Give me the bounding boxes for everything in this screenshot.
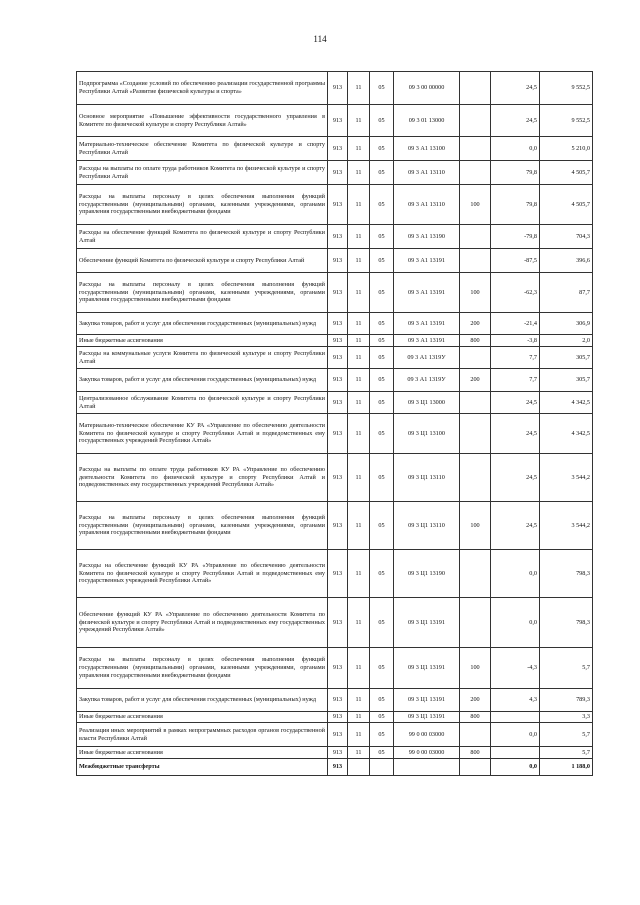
row-total-cell: 87,7	[540, 273, 593, 313]
row-subsection-cell: 05	[370, 225, 394, 249]
table-row	[77, 105, 593, 137]
row-target-article-cell: 09 3 Ц1 13191	[394, 598, 460, 648]
row-name-cell: Иные бюджетные ассигнования	[77, 747, 328, 759]
row-subsection-cell: 05	[370, 414, 394, 454]
row-subsection-cell: 05	[370, 648, 394, 689]
row-name-cell: Подпрограмма «Создание условий по обеспечению реализации государственной программы Республики Алтай «Развитие физической культуры и спорта»	[77, 72, 328, 105]
row-total-cell: 9 552,5	[540, 105, 593, 137]
row-total-cell: 396,6	[540, 249, 593, 273]
row-target-article-cell: 09 3 А1 13191	[394, 313, 460, 335]
row-change-cell: -4,3	[491, 648, 540, 689]
row-total-cell: 1 188,0	[540, 759, 593, 776]
row-expense-type-cell: 800	[460, 335, 491, 347]
row-total-cell: 5,7	[540, 723, 593, 747]
table-row	[77, 137, 593, 161]
row-subsection-cell: 05	[370, 313, 394, 335]
row-total-cell: 789,3	[540, 689, 593, 712]
row-target-article-cell: 09 3 00 00000	[394, 72, 460, 105]
row-total-cell: 2,0	[540, 335, 593, 347]
row-subsection-cell: 05	[370, 550, 394, 598]
row-expense-type-cell	[460, 550, 491, 598]
row-change-cell: -3,8	[491, 335, 540, 347]
row-subsection-cell	[370, 759, 394, 776]
row-total-cell: 3,3	[540, 712, 593, 723]
row-expense-type-cell	[460, 454, 491, 502]
row-name-cell: Обеспечение функций КУ РА «Управление по обеспечению деятельности Комитета по физической культуре и спорту Республики Алтай и подведомственных ему государственных учреждений Республики Алтай»	[77, 598, 328, 648]
row-target-article-cell: 09 3 А1 13191	[394, 335, 460, 347]
row-total-cell: 305,7	[540, 369, 593, 392]
row-expense-type-cell	[460, 249, 491, 273]
row-grbs-cell: 913	[328, 249, 348, 273]
row-change-cell: -79,8	[491, 225, 540, 249]
row-section-cell: 11	[348, 249, 370, 273]
page-number: 114	[313, 34, 327, 44]
row-expense-type-cell: 100	[460, 185, 491, 225]
row-target-article-cell: 09 3 А1 13191	[394, 273, 460, 313]
row-name-cell: Расходы на обеспечение функций Комитета по физической культуре и спорту Республики Алтай	[77, 225, 328, 249]
row-grbs-cell: 913	[328, 105, 348, 137]
row-expense-type-cell: 200	[460, 369, 491, 392]
row-expense-type-cell	[460, 723, 491, 747]
row-total-cell: 5,7	[540, 747, 593, 759]
row-target-article-cell: 09 3 А1 13190	[394, 225, 460, 249]
table-row	[77, 648, 593, 689]
row-target-article-cell: 09 3 А1 13100	[394, 137, 460, 161]
row-name-cell: Расходы на выплаты персоналу в целях обеспечения выполнения функций государственными (муниципальными) органами, казенными учреждениями, органами управления государственными внебюджетными фондами	[77, 648, 328, 689]
row-name-cell: Межбюджетные трансферты	[77, 759, 328, 776]
row-change-cell: 24,5	[491, 502, 540, 550]
row-expense-type-cell	[460, 414, 491, 454]
row-name-cell: Реализация иных мероприятий в рамках непрограммных расходов органов государственной власти Республики Алтай	[77, 723, 328, 747]
row-grbs-cell: 913	[328, 723, 348, 747]
row-change-cell: 0,0	[491, 723, 540, 747]
table-row	[77, 414, 593, 454]
row-target-article-cell: 09 3 Ц1 13110	[394, 502, 460, 550]
row-name-cell: Расходы на коммунальные услуги Комитета по физической культуре и спорту Республики Алтай	[77, 347, 328, 369]
row-total-cell: 798,3	[540, 598, 593, 648]
row-expense-type-cell: 800	[460, 712, 491, 723]
row-section-cell: 11	[348, 72, 370, 105]
table-row	[77, 689, 593, 712]
table-row	[77, 502, 593, 550]
row-grbs-cell: 913	[328, 648, 348, 689]
row-total-cell: 704,3	[540, 225, 593, 249]
row-subsection-cell: 05	[370, 689, 394, 712]
row-change-cell: 24,5	[491, 414, 540, 454]
row-grbs-cell: 913	[328, 598, 348, 648]
row-subsection-cell: 05	[370, 712, 394, 723]
row-expense-type-cell	[460, 137, 491, 161]
row-total-cell: 4 342,5	[540, 392, 593, 414]
row-change-cell: 24,5	[491, 105, 540, 137]
row-section-cell: 11	[348, 225, 370, 249]
row-expense-type-cell: 800	[460, 747, 491, 759]
row-total-cell: 5 210,0	[540, 137, 593, 161]
row-expense-type-cell: 200	[460, 313, 491, 335]
row-subsection-cell: 05	[370, 273, 394, 313]
row-target-article-cell: 09 3 А1 1319У	[394, 369, 460, 392]
row-expense-type-cell	[460, 347, 491, 369]
table-row	[77, 185, 593, 225]
row-section-cell: 11	[348, 137, 370, 161]
row-grbs-cell: 913	[328, 185, 348, 225]
row-subsection-cell: 05	[370, 161, 394, 185]
row-subsection-cell: 05	[370, 105, 394, 137]
row-grbs-cell: 913	[328, 502, 348, 550]
row-target-article-cell	[394, 759, 460, 776]
row-change-cell: 24,5	[491, 72, 540, 105]
row-total-cell: 4 505,7	[540, 185, 593, 225]
table-row	[77, 72, 593, 105]
row-section-cell: 11	[348, 392, 370, 414]
row-name-cell: Закупка товаров, работ и услуг для обеспечения государственных (муниципальных) нужд	[77, 689, 328, 712]
row-grbs-cell: 913	[328, 225, 348, 249]
row-grbs-cell: 913	[328, 72, 348, 105]
row-subsection-cell: 05	[370, 723, 394, 747]
row-grbs-cell: 913	[328, 347, 348, 369]
budget-table-body	[77, 72, 593, 776]
row-target-article-cell: 09 3 А1 13191	[394, 249, 460, 273]
table-row	[77, 747, 593, 759]
row-grbs-cell: 913	[328, 161, 348, 185]
row-grbs-cell: 913	[328, 747, 348, 759]
table-row	[77, 369, 593, 392]
row-section-cell: 11	[348, 712, 370, 723]
row-grbs-cell: 913	[328, 392, 348, 414]
row-expense-type-cell	[460, 225, 491, 249]
row-total-cell: 5,7	[540, 648, 593, 689]
table-row	[77, 313, 593, 335]
row-section-cell: 11	[348, 414, 370, 454]
row-total-cell: 306,9	[540, 313, 593, 335]
row-grbs-cell: 913	[328, 137, 348, 161]
row-grbs-cell: 913	[328, 273, 348, 313]
row-name-cell: Обеспечение функций Комитета по физической культуре и спорту Республики Алтай	[77, 249, 328, 273]
row-section-cell: 11	[348, 454, 370, 502]
row-grbs-cell: 913	[328, 414, 348, 454]
row-change-cell: 0,0	[491, 137, 540, 161]
row-expense-type-cell: 100	[460, 502, 491, 550]
row-grbs-cell: 913	[328, 689, 348, 712]
row-subsection-cell: 05	[370, 369, 394, 392]
row-expense-type-cell: 200	[460, 689, 491, 712]
row-expense-type-cell: 100	[460, 648, 491, 689]
row-section-cell: 11	[348, 369, 370, 392]
row-expense-type-cell	[460, 72, 491, 105]
table-row	[77, 598, 593, 648]
row-expense-type-cell: 100	[460, 273, 491, 313]
row-target-article-cell: 09 3 А1 13110	[394, 161, 460, 185]
row-change-cell: 0,0	[491, 759, 540, 776]
row-name-cell: Материально-техническое обеспечение Комитета по физической культуре и спорту Республики Алтай	[77, 137, 328, 161]
table-row	[77, 249, 593, 273]
row-expense-type-cell	[460, 105, 491, 137]
row-grbs-cell: 913	[328, 454, 348, 502]
row-grbs-cell: 913	[328, 759, 348, 776]
row-subsection-cell: 05	[370, 249, 394, 273]
row-name-cell: Иные бюджетные ассигнования	[77, 335, 328, 347]
row-change-cell	[491, 747, 540, 759]
row-name-cell: Расходы на обеспечение функций КУ РА «Управление по обеспечению деятельности Комитета по физической культуре и спорту Республики Алтай и подведомственных ему государственных учреждений Республики Алтай»	[77, 550, 328, 598]
row-subsection-cell: 05	[370, 185, 394, 225]
row-section-cell: 11	[348, 550, 370, 598]
table-row	[77, 225, 593, 249]
table-row	[77, 712, 593, 723]
row-total-cell: 798,3	[540, 550, 593, 598]
row-change-cell: -87,5	[491, 249, 540, 273]
row-subsection-cell: 05	[370, 72, 394, 105]
row-section-cell: 11	[348, 313, 370, 335]
row-name-cell: Расходы на выплаты персоналу в целях обеспечения выполнения функций государственными (муниципальными) органами, казенными учреждениями, органами управления государственными внебюджетными фондами	[77, 273, 328, 313]
row-name-cell: Закупка товаров, работ и услуг для обеспечения государственных (муниципальных) нужд	[77, 313, 328, 335]
row-change-cell: -62,3	[491, 273, 540, 313]
row-expense-type-cell	[460, 759, 491, 776]
row-subsection-cell: 05	[370, 335, 394, 347]
table-row	[77, 335, 593, 347]
row-total-cell: 3 544,2	[540, 502, 593, 550]
row-change-cell: 79,8	[491, 161, 540, 185]
table-row	[77, 454, 593, 502]
row-total-cell: 305,7	[540, 347, 593, 369]
row-grbs-cell: 913	[328, 550, 348, 598]
row-change-cell: 7,7	[491, 369, 540, 392]
row-expense-type-cell	[460, 598, 491, 648]
row-name-cell: Основное мероприятие «Повышение эффективности государственного управления в Комитете по физической культуре и спорту Республики Алтай»	[77, 105, 328, 137]
row-target-article-cell: 99 0 00 03000	[394, 723, 460, 747]
row-section-cell: 11	[348, 648, 370, 689]
row-change-cell: 4,3	[491, 689, 540, 712]
row-section-cell: 11	[348, 502, 370, 550]
table-row	[77, 273, 593, 313]
row-target-article-cell: 99 0 00 03000	[394, 747, 460, 759]
row-total-cell: 3 544,2	[540, 454, 593, 502]
row-target-article-cell: 09 3 01 13000	[394, 105, 460, 137]
row-target-article-cell: 09 3 Ц1 13191	[394, 648, 460, 689]
row-grbs-cell: 913	[328, 313, 348, 335]
row-section-cell: 11	[348, 105, 370, 137]
row-target-article-cell: 09 3 Ц1 13191	[394, 712, 460, 723]
row-section-cell: 11	[348, 723, 370, 747]
row-subsection-cell: 05	[370, 502, 394, 550]
row-total-cell: 9 552,5	[540, 72, 593, 105]
row-section-cell: 11	[348, 347, 370, 369]
table-row	[77, 161, 593, 185]
row-section-cell	[348, 759, 370, 776]
row-target-article-cell: 09 3 Ц1 13100	[394, 414, 460, 454]
row-change-cell: 24,5	[491, 392, 540, 414]
table-row	[77, 392, 593, 414]
row-subsection-cell: 05	[370, 137, 394, 161]
row-section-cell: 11	[348, 689, 370, 712]
row-total-cell: 4 505,7	[540, 161, 593, 185]
row-change-cell	[491, 712, 540, 723]
row-name-cell: Материально-техническое обеспечение КУ РА «Управление по обеспечению деятельности Комитета по физической культуре и спорту Республики Алтай и подведомственных ему государственных учреждений Республики Алтай»	[77, 414, 328, 454]
row-expense-type-cell	[460, 392, 491, 414]
row-change-cell: 0,0	[491, 550, 540, 598]
row-name-cell: Централизованное обслуживание Комитета по физической культуре и спорту Республики Алтай	[77, 392, 328, 414]
row-target-article-cell: 09 3 А1 1319У	[394, 347, 460, 369]
row-change-cell: 7,7	[491, 347, 540, 369]
row-change-cell: 79,8	[491, 185, 540, 225]
row-section-cell: 11	[348, 161, 370, 185]
row-change-cell: 0,0	[491, 598, 540, 648]
row-name-cell: Расходы на выплаты персоналу в целях обеспечения выполнения функций государственными (муниципальными) органами, казенными учреждениями, органами управления государственными внебюджетными фондами	[77, 185, 328, 225]
budget-table	[76, 71, 593, 776]
row-change-cell: 24,5	[491, 454, 540, 502]
row-total-cell: 4 342,5	[540, 414, 593, 454]
row-name-cell: Расходы на выплаты персоналу в целях обеспечения выполнения функций государственными (муниципальными) органами, казенными учреждениями, органами управления государственными внебюджетными фондами	[77, 502, 328, 550]
table-row	[77, 759, 593, 776]
row-target-article-cell: 09 3 Ц1 13190	[394, 550, 460, 598]
row-section-cell: 11	[348, 335, 370, 347]
row-name-cell: Расходы на выплаты по оплате труда работников Комитета по физической культуре и спорту Республики Алтай	[77, 161, 328, 185]
row-target-article-cell: 09 3 Ц1 13110	[394, 454, 460, 502]
row-subsection-cell: 05	[370, 454, 394, 502]
row-expense-type-cell	[460, 161, 491, 185]
row-section-cell: 11	[348, 598, 370, 648]
row-target-article-cell: 09 3 А1 13110	[394, 185, 460, 225]
row-grbs-cell: 913	[328, 335, 348, 347]
table-row	[77, 723, 593, 747]
table-row	[77, 550, 593, 598]
row-grbs-cell: 913	[328, 712, 348, 723]
row-subsection-cell: 05	[370, 598, 394, 648]
table-row	[77, 347, 593, 369]
row-target-article-cell: 09 3 Ц1 13191	[394, 689, 460, 712]
row-subsection-cell: 05	[370, 392, 394, 414]
row-target-article-cell: 09 3 Ц1 13000	[394, 392, 460, 414]
row-section-cell: 11	[348, 747, 370, 759]
row-name-cell: Расходы на выплаты по оплате труда работников КУ РА «Управление по обеспечению деятельности Комитета по физической культуре и спорту Республики Алтай и подведомственных ему государственных учреждений Республики Алтай»	[77, 454, 328, 502]
row-change-cell: -21,4	[491, 313, 540, 335]
row-subsection-cell: 05	[370, 347, 394, 369]
row-name-cell: Иные бюджетные ассигнования	[77, 712, 328, 723]
row-section-cell: 11	[348, 185, 370, 225]
row-section-cell: 11	[348, 273, 370, 313]
row-grbs-cell: 913	[328, 369, 348, 392]
row-name-cell: Закупка товаров, работ и услуг для обеспечения государственных (муниципальных) нужд	[77, 369, 328, 392]
row-subsection-cell: 05	[370, 747, 394, 759]
